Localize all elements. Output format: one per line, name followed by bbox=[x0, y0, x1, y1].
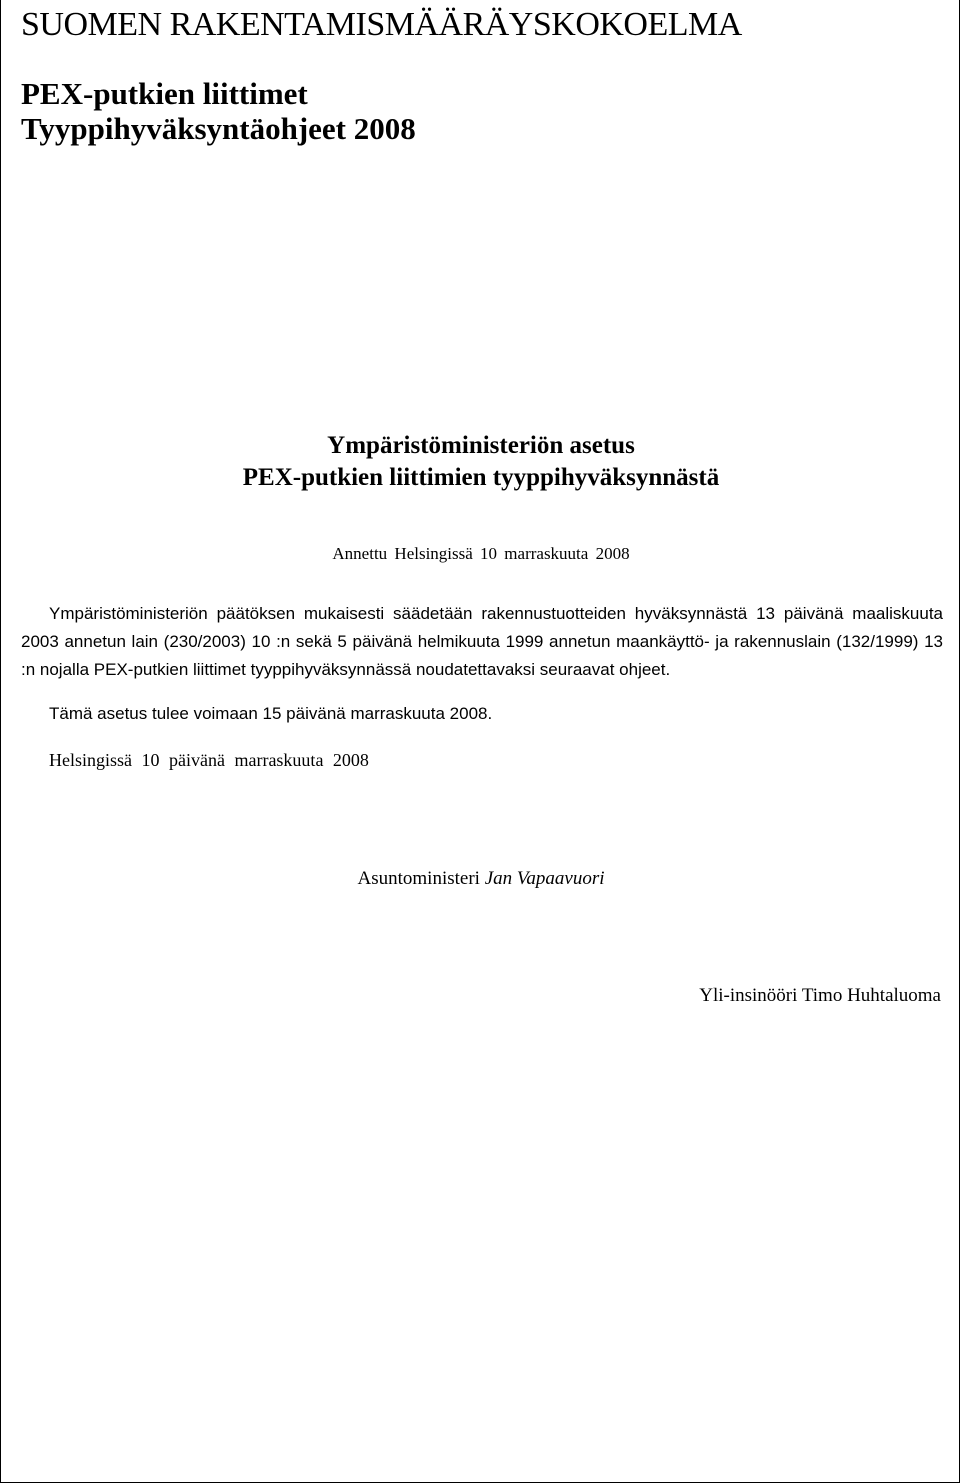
minister-name: Jan Vapaavuori bbox=[484, 868, 605, 889]
decree-heading bbox=[1, 430, 960, 494]
decree-heading-line-2: PEX-putkien liittimien tyyppihyväksynnästä bbox=[242, 464, 720, 491]
entry-into-force: Tämä asetus tulee voimaan 15 päivänä marraskuuta 2008. bbox=[49, 704, 493, 723]
preamble bbox=[21, 600, 943, 684]
minister-title: Asuntoministeri bbox=[357, 868, 480, 889]
engineer-signature: Yli-insinööri Timo Huhtaluoma bbox=[699, 985, 941, 1006]
place-and-date: Helsingissä 10 päivänä marraskuuta 2008 bbox=[49, 750, 369, 770]
document-title bbox=[21, 76, 416, 146]
decree-heading-line-1: Ympäristöministeriön asetus bbox=[327, 432, 635, 459]
series-title: SUOMEN RAKENTAMISMÄÄRÄYSKOKOELMA bbox=[21, 6, 742, 43]
document-title-line-1: PEX-putkien liittimet bbox=[21, 76, 308, 111]
document-title-line-2: Tyyppihyväksyntäohjeet 2008 bbox=[21, 111, 416, 146]
given-date: Annettu Helsingissä 10 marraskuuta 2008 bbox=[332, 544, 630, 563]
preamble-text: Ympäristöministeriön päätöksen mukaisesti säädetään rakennustuotteiden hyväksynnästä 13 päivänä maaliskuuta 2003 annetun lain (230/2003) 10 :n sekä 5 päivänä helmikuuta 1999 annetun maankäyttö- ja rakennuslain (132/1999) 13 :n nojalla PEX-putkien liittimet tyyppihyväksynnässä noudatettavaksi seuraavat ohjeet. bbox=[21, 604, 943, 679]
minister-signature bbox=[1, 868, 960, 890]
